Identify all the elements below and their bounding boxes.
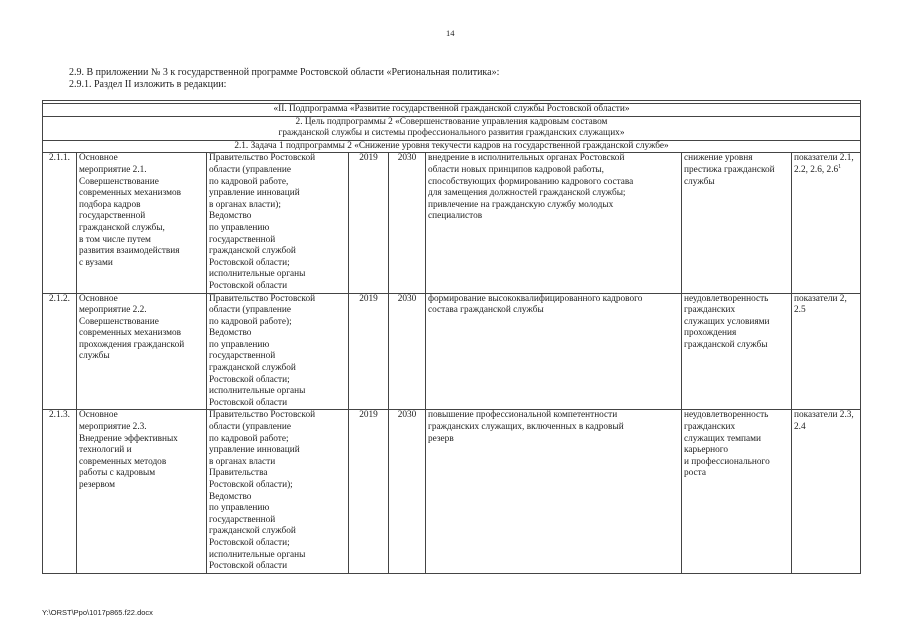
indicators-line: показатели 2.3, <box>794 410 854 421</box>
executor-line: Правительство Ростовской <box>209 293 316 304</box>
goal-header <box>43 116 861 140</box>
intro-line-1: 2.9. В приложении № 3 к государственной программе Ростовской области «Региональная политика»: <box>69 67 500 78</box>
consequences-line: престижа гражданской <box>684 164 775 175</box>
expected-result-line: области новых принципов кадровой работы, <box>428 164 604 175</box>
executor-line: Правительства <box>209 468 268 479</box>
end-year-cell: 2030 <box>389 293 426 410</box>
activity-name-line: Внедрение эффективных <box>79 433 178 444</box>
expected-result-line: состава гражданской службы <box>428 305 544 316</box>
table-rows <box>43 153 861 573</box>
expected-result-line: специалистов <box>428 211 483 222</box>
executor-line: области (управление <box>209 164 292 175</box>
consequences-line: роста <box>684 468 706 479</box>
indicators-line: показатели 2, <box>794 293 847 304</box>
goal-header-line-1: 2. Цель подпрограммы 2 «Совершенствование управления кадровым составом <box>295 116 608 127</box>
activity-name-line: резервом <box>79 480 116 490</box>
expected-result-cell <box>426 293 682 410</box>
executor-line: области (управление <box>209 305 292 316</box>
consequences-cell <box>682 293 792 410</box>
executor-line: гражданской службой <box>209 246 296 257</box>
activity-name-line: Совершенствование <box>79 176 159 187</box>
row-number-cell: 2.1.3. <box>43 410 77 573</box>
consequences-line: неудовлетворенность <box>684 410 769 421</box>
activity-name-line: развития взаимодействия <box>79 246 180 257</box>
executor-line: исполнительные органы <box>209 386 306 397</box>
document-path-footer: Y:\ORST\Ppo\1017p865.f22.docx <box>42 608 153 617</box>
executor-line: по управлению <box>209 339 270 350</box>
start-year-cell: 2019 <box>349 410 389 573</box>
activity-name-line: с вузами <box>79 257 113 268</box>
indicators-cell <box>792 410 861 573</box>
expected-result-line: для замещения должностей гражданской службы; <box>428 188 626 199</box>
indicators-line <box>794 165 858 177</box>
expected-result-cell <box>426 153 682 293</box>
subprogram-header-row <box>43 104 861 117</box>
activity-name-line: современных механизмов <box>79 188 182 199</box>
expected-result-line: внедрение в исполнительных органах Ростовской <box>428 153 625 164</box>
activity-name-line: Совершенствование <box>79 316 159 327</box>
intro-line-2: 2.9.1. Раздел II изложить в редакции: <box>69 79 227 90</box>
executor-line: Ростовской области); <box>209 480 293 490</box>
end-year-cell: 2030 <box>389 153 426 293</box>
activity-name-line: современных механизмов <box>79 328 182 339</box>
row-number-cell: 2.1.2. <box>43 293 77 410</box>
activity-name-line: мероприятие 2.2. <box>79 305 147 316</box>
executor-line: в органах власти <box>209 456 276 467</box>
consequences-line: гражданских <box>684 305 736 316</box>
indicators-line: 2.5 <box>794 305 806 316</box>
indicator-superscript: 1 <box>838 163 842 170</box>
activity-name-line: мероприятие 2.3. <box>79 422 147 433</box>
table-row <box>43 293 861 410</box>
executor-line: по кадровой работе, <box>209 176 289 187</box>
indicators-text: 2.2, 2.6, 2.6 <box>794 164 839 175</box>
activity-name-cell <box>77 293 207 410</box>
activity-name-line: Основное <box>79 293 118 304</box>
start-year-cell: 2019 <box>349 293 389 410</box>
executor-line: исполнительные органы <box>209 269 306 280</box>
executor-line: в органах власти); <box>209 199 281 210</box>
indicators-cell <box>792 293 861 410</box>
expected-result-line: формирование высококвалифицированного кадрового <box>428 293 643 304</box>
goal-header-line-2: гражданской службы и системы профессионального развития гражданских служащих» <box>278 128 625 139</box>
executor-line: гражданской службой <box>209 526 296 537</box>
executor-line: Правительство Ростовской <box>209 153 316 164</box>
activity-name-line: работы с кадровым <box>79 468 156 479</box>
activity-name-cell <box>77 153 207 293</box>
start-year-cell: 2019 <box>349 153 389 293</box>
page-number: 14 <box>446 28 455 38</box>
executor-line: по кадровой работе; <box>209 433 289 444</box>
consequences-line: снижение уровня <box>684 153 753 164</box>
consequences-line: прохождения <box>684 328 737 339</box>
table-row <box>43 153 861 293</box>
program-table <box>42 100 861 574</box>
executor-line: Ведомство <box>209 491 252 502</box>
executor-line: Ростовской области; <box>209 374 290 385</box>
executor-line: государственной <box>209 234 276 245</box>
executor-line: исполнительные органы <box>209 549 306 560</box>
executor-line: Правительство Ростовской <box>209 410 316 421</box>
consequences-line: служащих темпами <box>684 433 761 444</box>
executor-line: Ростовской области <box>209 397 288 408</box>
task-header-row <box>43 140 861 153</box>
executor-line: гражданской службой <box>209 363 296 374</box>
task-header: 2.1. Задача 1 подпрограммы 2 «Снижение уровня текучести кадров на государственной гражданской службе» <box>43 140 861 153</box>
subprogram-header: «II. Подпрограмма «Развитие государственной гражданской службы Ростовской области» <box>43 104 861 117</box>
executor-line: Ростовской области; <box>209 537 290 548</box>
consequences-cell <box>682 153 792 293</box>
activity-name-line: службы <box>79 351 110 362</box>
consequences-cell <box>682 410 792 573</box>
executor-line: управление инноваций <box>209 445 300 456</box>
activity-name-line: гражданской службы, <box>79 222 165 233</box>
activity-name-line: Основное <box>79 410 118 421</box>
executor-line: Ведомство <box>209 211 252 222</box>
indicators-cell <box>792 153 861 293</box>
expected-result-line: резерв <box>428 433 454 444</box>
executor-line: по управлению <box>209 222 270 233</box>
consequences-line: неудовлетворенность <box>684 293 769 304</box>
activity-name-cell <box>77 410 207 573</box>
indicators-line: 2.4 <box>794 422 806 433</box>
expected-result-cell <box>426 410 682 573</box>
expected-result-line: гражданских служащих, включенных в кадровый <box>428 422 624 433</box>
executor-cell <box>207 153 349 293</box>
table-row <box>43 410 861 573</box>
executor-line: Ростовской области <box>209 280 288 291</box>
executor-line: по управлению <box>209 503 270 514</box>
executor-line: Ростовской области <box>209 561 288 572</box>
activity-name-line: современных методов <box>79 456 167 467</box>
executor-line: управление инноваций <box>209 188 300 199</box>
activity-name-line: в том числе путем <box>79 234 151 245</box>
executor-line: государственной <box>209 351 276 362</box>
executor-line: Ростовской области; <box>209 257 290 268</box>
executor-line: области (управление <box>209 422 292 433</box>
executor-line: государственной <box>209 514 276 525</box>
executor-line: по кадровой работе); <box>209 316 292 327</box>
executor-cell <box>207 293 349 410</box>
end-year-cell: 2030 <box>389 410 426 573</box>
activity-name-line: подбора кадров <box>79 199 141 210</box>
activity-name-line: прохождения гражданской <box>79 339 185 350</box>
activity-name-line: государственной <box>79 211 146 222</box>
activity-name-line: мероприятие 2.1. <box>79 164 147 175</box>
consequences-line: карьерного <box>684 445 729 456</box>
consequences-line: гражданских <box>684 422 736 433</box>
expected-result-line: способствующих формированию кадрового состава <box>428 176 634 187</box>
executor-line: Ведомство <box>209 328 252 339</box>
indicators-line: показатели 2.1, <box>794 153 854 164</box>
expected-result-line: привлечение на гражданскую службу молодых <box>428 199 614 210</box>
consequences-line: службы <box>684 176 715 187</box>
activity-name-line: Основное <box>79 153 118 164</box>
consequences-line: и профессионального <box>684 456 770 467</box>
consequences-line: гражданской службы <box>684 339 768 350</box>
goal-header-row <box>43 116 861 140</box>
consequences-line: служащих условиями <box>684 316 770 327</box>
expected-result-line: повышение профессиональной компетентности <box>428 410 618 421</box>
executor-cell <box>207 410 349 573</box>
row-number-cell: 2.1.1. <box>43 153 77 293</box>
activity-name-line: технологий и <box>79 445 132 456</box>
